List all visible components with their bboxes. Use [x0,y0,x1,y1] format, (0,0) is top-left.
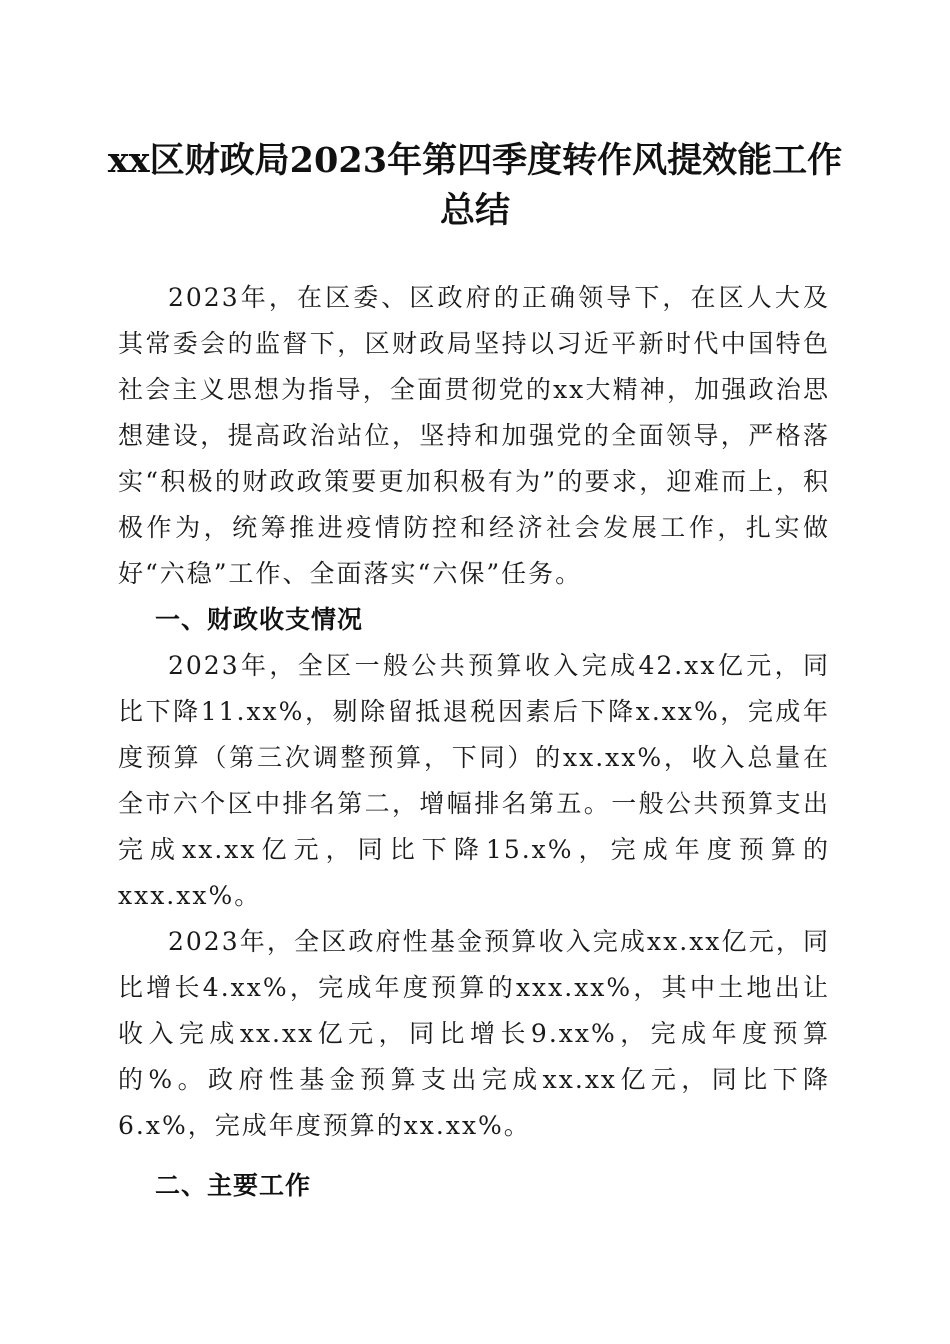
document-title: xx区财政局2023年第四季度转作风提效能工作总结 [107,140,843,231]
section-1-paragraph-1: 2023年，全区一般公共预算收入完成42.xx亿元，同比下降11.xx%，剔除留抵退税因素后下降x.xx%，完成年度预算（第三次调整预算，下同）的xx.xx%，收入总量在全市六个区中排名第二，增幅排名第五。一般公共预算支出完成xx.xx亿元，同比下降15.x%，完成年度预算的xxx.xx%。 [118,651,830,910]
section-1-heading: 一、财政收支情况 [155,605,364,634]
intro-paragraph: 2023年，在区委、区政府的正确领导下，在区人大及其常委会的监督下，区财政局坚持以习近平新时代中国特色社会主义思想为指导，全面贯彻党的xx大精神，加强政治思想建设，提高政治站位，坚持和加强党的全面领导，严格落实“积极的财政政策要更加积极有为”的要求，迎难而上，积极作为，统筹推进疫情防控和经济社会发展工作，扎实做好“六稳”工作、全面落实“六保”任务。 [118,283,830,588]
section-2-heading: 二、主要工作 [155,1171,312,1200]
document-body [118,275,830,1209]
section-1-paragraph-2: 2023年，全区政府性基金预算收入完成xx.xx亿元，同比增长4.xx%，完成年度预算的xxx.xx%，其中土地出让收入完成xx.xx亿元，同比增长9.xx%，完成年度预算的%。政府性基金预算支出完成xx.xx亿元，同比下降6.x%，完成年度预算的xx.xx%。 [118,927,830,1140]
